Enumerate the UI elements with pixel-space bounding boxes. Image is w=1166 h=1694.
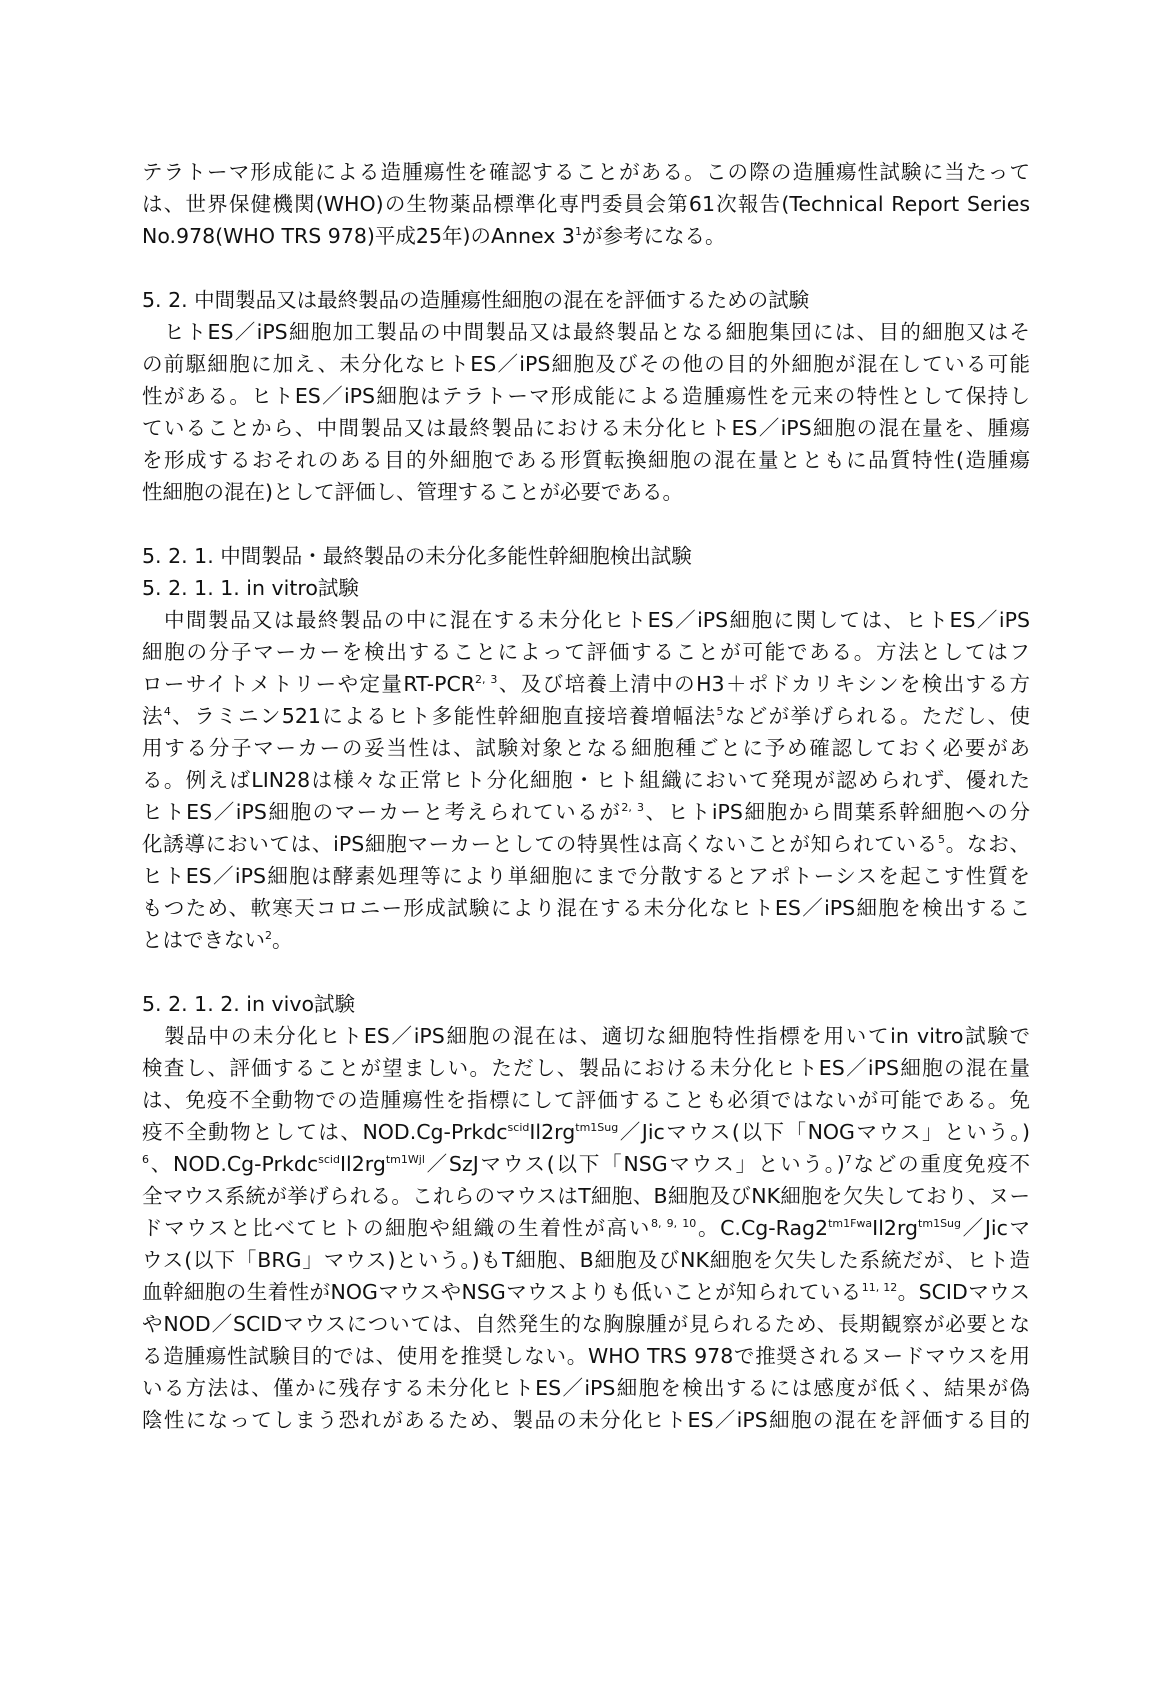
text-line: の前駆細胞に加え、未分化なヒトES／iPS細胞及びその他の目的外細胞が混在している可能 bbox=[142, 352, 1030, 376]
text-line: 性がある。ヒトES／iPS細胞はテラトーマ形成能による造腫瘍性を元来の特性として保持し bbox=[142, 384, 1030, 408]
citation-superscript: scid bbox=[318, 1153, 340, 1167]
text-line: 中間製品又は最終製品の中に混在する未分化ヒトES／iPS細胞に関しては、ヒトES／iPS bbox=[142, 608, 1030, 632]
text-line: ヒトES／iPS細胞のマーカーと考えられているが$^{2, 3}$、ヒトiPS細胞から間葉系幹細胞への分 bbox=[142, 800, 1030, 824]
section-heading: 5. 2. 1. 1. in vitro試験 bbox=[142, 576, 359, 600]
citation-superscript: 2 bbox=[265, 929, 272, 943]
text-line: ローサイトメトリーや定量RT-PCR$^{2, 3}$、及び培養上清中のH3＋ポドカリキシンを検出する方 bbox=[142, 672, 1030, 696]
section-heading: 5. 2. 中間製品又は最終製品の造腫瘍性細胞の混在を評価するための試験 bbox=[142, 288, 810, 312]
text-line: テラトーマ形成能による造腫瘍性を確認することがある。この際の造腫瘍性試験に当たって bbox=[142, 160, 1030, 184]
text-line: いる方法は、僅かに残存する未分化ヒトES／iPS細胞を検出するには感度が低く、結果が偽 bbox=[142, 1376, 1030, 1400]
section-heading: 5. 2. 1. 中間製品・最終製品の未分化多能性幹細胞検出試験 bbox=[142, 544, 692, 568]
citation-superscript: 5 bbox=[716, 705, 724, 719]
citation-superscript: 6 bbox=[142, 1153, 149, 1167]
citation-superscript: tm1Fwa bbox=[828, 1217, 873, 1231]
text-line: 陰性になってしまう恐れがあるため、製品の未分化ヒトES／iPS細胞の混在を評価する目的 bbox=[142, 1408, 1030, 1432]
citation-superscript: tm1Wjl bbox=[385, 1153, 425, 1167]
text-line: 製品中の未分化ヒトES／iPS細胞の混在は、適切な細胞特性指標を用いてin vitro試験で bbox=[142, 1024, 1030, 1048]
text-line: 用する分子マーカーの妥当性は、試験対象となる細胞種ごとに予め確認しておく必要があ bbox=[142, 736, 1030, 760]
text-line: は、世界保健機関(WHO)の生物薬品標準化専門委員会第61次報告(Technical Report Series bbox=[142, 192, 1030, 216]
citation-superscript: 7 bbox=[844, 1153, 852, 1167]
text-line: 化誘導においては、iPS細胞マーカーとしての特異性は高くないことが知られている$^5$。なお、 bbox=[142, 832, 1030, 856]
citation-superscript: 1 bbox=[574, 225, 582, 239]
citation-superscript: tm1Sug bbox=[918, 1217, 962, 1231]
text-line: 疫不全動物としては、$NOD.Cg-Prkdc^{scid}Il2rg^{tm1Sug}/Jic$マウス(以下「NOGマウス」という。) bbox=[142, 1120, 1030, 1144]
citation-superscript: 5 bbox=[938, 833, 946, 847]
text-line: 全マウス系統が挙げられる。これらのマウスはT細胞、B細胞及びNK細胞を欠失しており、ヌー bbox=[142, 1184, 1030, 1208]
text-line: 細胞の分子マーカーを検出することによって評価することが可能である。方法としてはフ bbox=[142, 640, 1030, 664]
citation-superscript: tm1Sug bbox=[575, 1121, 619, 1135]
text-line: とはできない$^2$。 bbox=[142, 928, 293, 952]
text-line: は、免疫不全動物での造腫瘍性を指標にして評価することも必須ではないが可能である。免 bbox=[142, 1088, 1030, 1112]
citation-superscript: 8, 9, 10 bbox=[651, 1217, 697, 1231]
citation-superscript: 4 bbox=[163, 705, 171, 719]
citation-superscript: 2, 3 bbox=[475, 673, 498, 687]
text-line: No.978(WHO TRS 978)平成25年)のAnnex $3^1$が参考になる。 bbox=[142, 224, 726, 248]
text-line: もつため、軟寒天コロニー形成試験により混在する未分化なヒトES／iPS細胞を検出するこ bbox=[142, 896, 1030, 920]
citation-superscript: 2, 3 bbox=[621, 801, 644, 815]
text-line: を形成するおそれのある目的外細胞である形質転換細胞の混在量とともに品質特性(造腫瘍 bbox=[142, 448, 1030, 472]
citation-superscript: scid bbox=[507, 1121, 530, 1135]
text-line: る造腫瘍性試験目的では、使用を推奨しない。WHO TRS 978で推奨されるヌードマウスを用 bbox=[142, 1344, 1030, 1368]
text-line: ヒトES／iPS細胞は酵素処理等により単細胞にまで分散するとアポトーシスを起こす性質を bbox=[142, 864, 1030, 888]
citation-superscript: 11, 12 bbox=[861, 1281, 898, 1295]
section-heading: 5. 2. 1. 2. in vivo試験 bbox=[142, 992, 356, 1016]
text-line: 血幹細胞の生着性がNOGマウスやNSGマウスよりも低いことが知られている$^{11, 12}$。SCIDマウス bbox=[142, 1280, 1030, 1304]
text-line: 法$^4$、ラミニン521によるヒト多能性幹細胞直接培養増幅法$^5$などが挙げられる。ただし、使 bbox=[142, 704, 1031, 728]
text-line: 検査し、評価することが望ましい。ただし、製品における未分化ヒトES／iPS細胞の混在量 bbox=[142, 1056, 1030, 1080]
text-line: ヒトES／iPS細胞加工製品の中間製品又は最終製品となる細胞集団には、目的細胞又はそ bbox=[142, 320, 1030, 344]
text-line: $^6$、$NOD.Cg-Prkdc^{scid}Il2rg^{tm1Wjl}/SzJ$マウス(以下「NSGマウス」という。)$^7$などの重度免疫不 bbox=[142, 1152, 1031, 1176]
text-line: ていることから、中間製品又は最終製品における未分化ヒトES／iPS細胞の混在量を、腫瘍 bbox=[142, 416, 1030, 440]
text-line: ウス(以下「BRG」マウス)という。)もT細胞、B細胞及びNK細胞を欠失した系統だが、ヒト造 bbox=[142, 1248, 1030, 1272]
text-line: 性細胞の混在)として評価し、管理することが必要である。 bbox=[142, 480, 683, 504]
text-line: ドマウスと比べてヒトの細胞や組織の生着性が高い$^{8, 9, 10}$。$C.Cg-Rag2^{tm1Fwa}Il2rg^{tm1Sug}/Jic$マ bbox=[142, 1216, 1030, 1240]
text-line: やNOD／SCIDマウスについては、自然発生的な胸腺腫が見られるため、長期観察が必要とな bbox=[142, 1312, 1030, 1336]
text-line: る。例えばLIN28は様々な正常ヒト分化細胞・ヒト組織において発現が認められず、優れた bbox=[142, 768, 1030, 792]
